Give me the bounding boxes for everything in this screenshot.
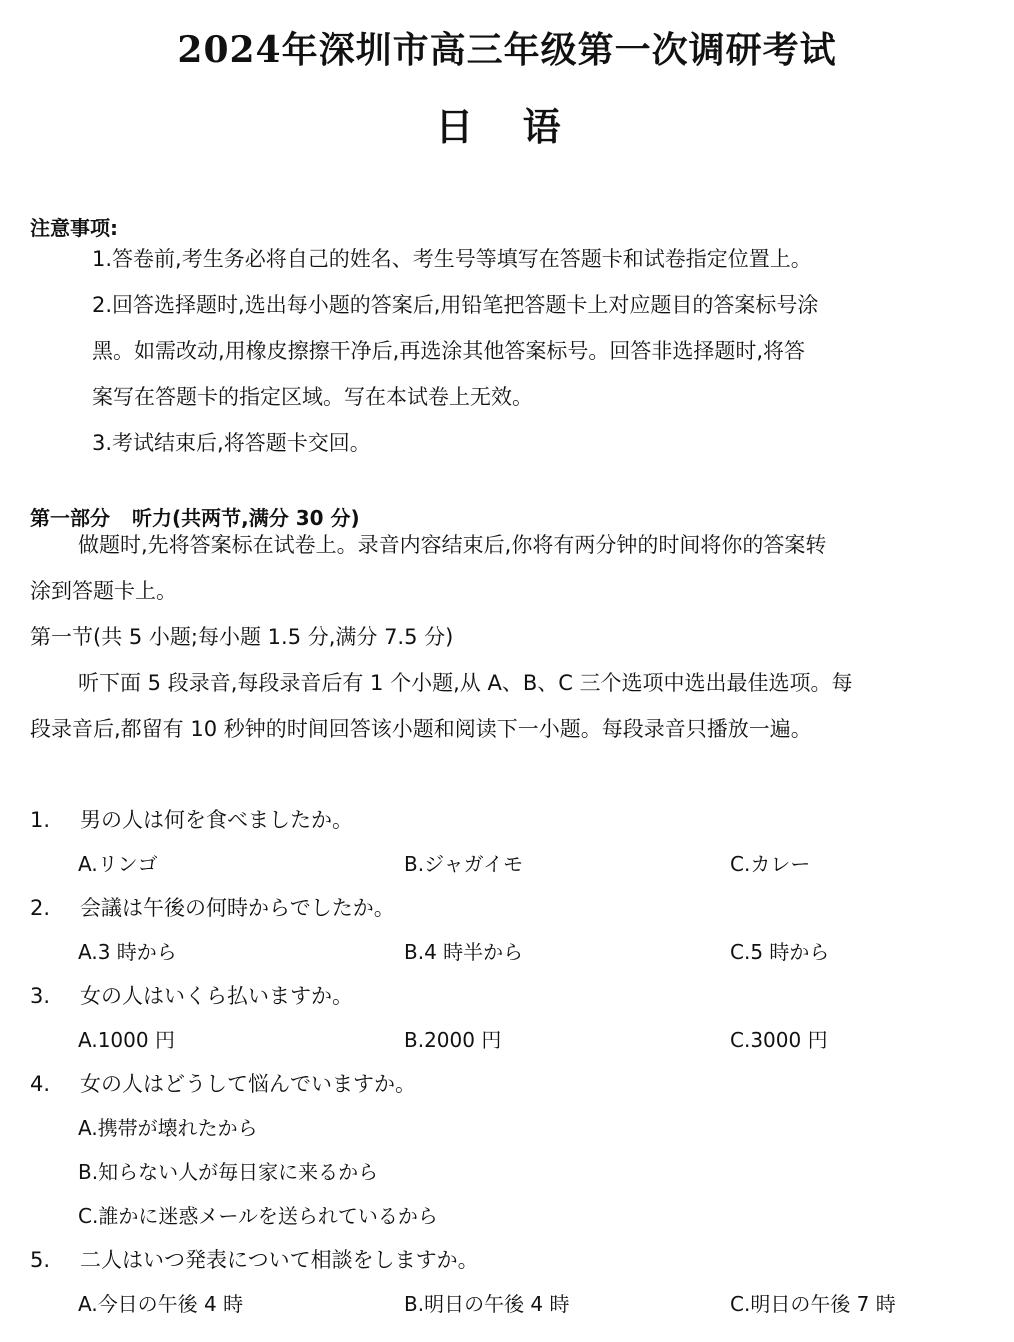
question-1-options bbox=[30, 842, 990, 886]
question-number: 5. bbox=[30, 1248, 51, 1272]
question-number: 1. bbox=[30, 808, 51, 832]
notice-item-continued: 案写在答题卡的指定区域。写在本试卷上无效。 bbox=[92, 385, 533, 409]
exam-subject: 日 语 bbox=[435, 104, 579, 149]
option-b: B.知らない人が毎日家に来るから bbox=[78, 1160, 379, 1184]
option-a: A.リンゴ bbox=[78, 852, 158, 876]
option-a: A.携帯が壊れたから bbox=[78, 1116, 258, 1140]
option-b: B.4 時半から bbox=[404, 940, 524, 964]
question-text: 女の人はどうして悩んでいますか。 bbox=[80, 1072, 416, 1096]
question-1 bbox=[30, 798, 990, 842]
part1-label: 第一部分 bbox=[30, 506, 110, 530]
part1-title: 听力(共两节,满分 30 分) bbox=[132, 506, 360, 530]
section1-instruction-line: 听下面 5 段录音,每段录音后有 1 个小题,从 A、B、C 三个选项中选出最佳选项。每 bbox=[78, 671, 853, 695]
question-2-options bbox=[30, 930, 990, 974]
part1-intro-line: 涂到答题卡上。 bbox=[30, 579, 177, 603]
section1-instruction-line: 段录音后,都留有 10 秒钟的时间回答该小题和阅读下一小题。每段录音只播放一遍。 bbox=[30, 717, 812, 741]
option-c: C.明日の午後 7 時 bbox=[730, 1292, 896, 1316]
question-text: 二人はいつ発表について相談をしますか。 bbox=[80, 1248, 479, 1272]
question-5-options bbox=[30, 1282, 990, 1326]
question-2 bbox=[30, 886, 990, 930]
option-c: C.カレー bbox=[730, 852, 811, 876]
section1-title: 第一节(共 5 小题;每小题 1.5 分,满分 7.5 分) bbox=[30, 625, 454, 649]
question-number: 3. bbox=[30, 984, 51, 1008]
option-a: A.3 時から bbox=[78, 940, 177, 964]
question-5 bbox=[30, 1238, 990, 1282]
part1-instructions bbox=[30, 522, 1005, 752]
option-a: A.今日の午後 4 時 bbox=[78, 1292, 244, 1316]
option-c: C.3000 円 bbox=[730, 1028, 828, 1052]
exam-title: 2024年深圳市高三年级第一次调研考试 bbox=[177, 29, 837, 71]
option-b: B.2000 円 bbox=[404, 1028, 502, 1052]
notice-item: 1.答卷前,考生务必将自己的姓名、考生号等填写在答题卡和试卷指定位置上。 bbox=[92, 247, 812, 271]
option-c: C.誰かに迷惑メールを送られているから bbox=[78, 1204, 438, 1228]
question-number: 4. bbox=[30, 1072, 51, 1096]
notice-item: 3.考试结束后,将答题卡交回。 bbox=[92, 431, 371, 455]
option-b: B.ジャガイモ bbox=[404, 852, 524, 876]
question-list bbox=[30, 798, 990, 1326]
option-a: A.1000 円 bbox=[78, 1028, 175, 1052]
notice-item: 2.回答选择题时,选出每小题的答案后,用铅笔把答题卡上对应题目的答案标号涂 bbox=[92, 293, 819, 317]
option-c: C.5 時から bbox=[730, 940, 830, 964]
question-text: 男の人は何を食べましたか。 bbox=[80, 808, 353, 832]
question-number: 2. bbox=[30, 896, 51, 920]
question-4 bbox=[30, 1062, 990, 1106]
part1-intro-line: 做题时,先将答案标在试卷上。录音内容结束后,你将有两分钟的时间将你的答案转 bbox=[78, 533, 827, 557]
notice-heading: 注意事项: bbox=[30, 216, 118, 240]
option-b: B.明日の午後 4 時 bbox=[404, 1292, 570, 1316]
question-3 bbox=[30, 974, 990, 1018]
question-3-options bbox=[30, 1018, 990, 1062]
question-text: 女の人はいくら払いますか。 bbox=[80, 984, 353, 1008]
question-text: 会議は午後の何時からでしたか。 bbox=[80, 896, 395, 920]
notice-item-continued: 黑。如需改动,用橡皮擦擦干净后,再选涂其他答案标号。回答非选择题时,将答 bbox=[92, 339, 806, 363]
notice-list bbox=[30, 236, 1000, 466]
